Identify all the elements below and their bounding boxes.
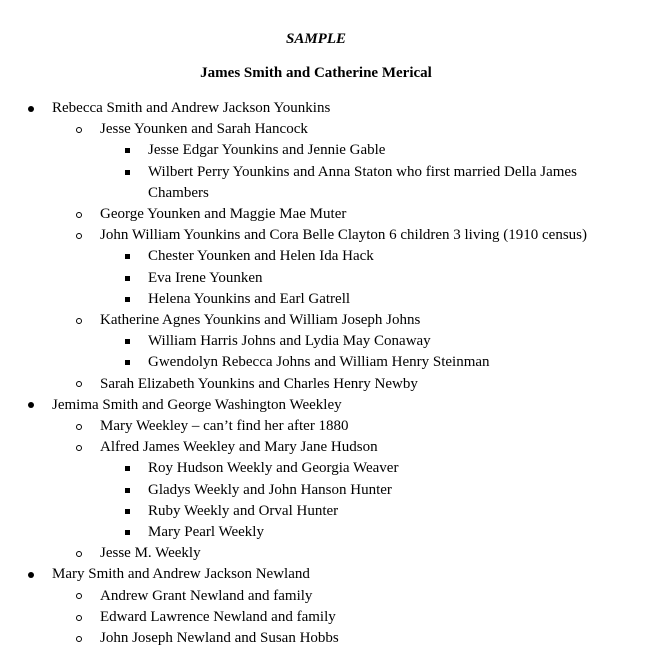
bullet-dot-icon	[28, 98, 34, 119]
children-list	[52, 119, 664, 395]
child-item	[0, 310, 664, 374]
bullet-circle-icon-shape	[76, 127, 82, 133]
family-item	[0, 98, 664, 395]
grandchild-label: Chester Younken and Helen Ida Hack	[148, 248, 374, 265]
bullet-square-icon	[125, 480, 130, 501]
bullet-square-icon	[125, 140, 130, 161]
child-item	[0, 607, 664, 628]
child-item	[0, 416, 664, 437]
grandchild-label: William Harris Johns and Lydia May Conaway	[148, 333, 431, 350]
grandchild-item	[0, 162, 664, 204]
document-title: James Smith and Catherine Merical	[200, 65, 432, 81]
grandchildren-list	[100, 246, 664, 310]
bullet-circle-icon-shape	[76, 212, 82, 218]
children-list	[52, 416, 664, 564]
grandchild-label: Jesse Edgar Younkins and Jennie Gable	[148, 142, 386, 159]
family-tree-list	[0, 98, 664, 649]
family-label: Jemima Smith and George Washington Weekley	[52, 396, 342, 413]
grandchild-label: Roy Hudson Weekly and Georgia Weaver	[148, 460, 399, 477]
bullet-circle-icon-shape	[76, 381, 82, 387]
bullet-square-icon-shape	[125, 488, 130, 493]
grandchild-label: Gladys Weekly and John Hanson Hunter	[148, 481, 392, 498]
bullet-circle-icon	[76, 310, 82, 331]
bullet-circle-icon-shape	[76, 636, 82, 642]
child-label: Edward Lawrence Newland and family	[100, 608, 336, 625]
bullet-square-icon	[125, 501, 130, 522]
bullet-circle-icon-shape	[76, 593, 82, 599]
child-item	[0, 543, 664, 564]
child-item	[0, 374, 664, 395]
child-item	[0, 204, 664, 225]
grandchild-label: Wilbert Perry Younkins and Anna Staton who first married Della James Chambers	[148, 163, 577, 201]
bullet-square-icon	[125, 331, 130, 352]
child-item	[0, 586, 664, 607]
bullet-circle-icon	[76, 204, 82, 225]
grandchildren-list	[100, 458, 664, 543]
grandchild-label: Mary Pearl Weekly	[148, 524, 264, 541]
grandchild-item	[0, 246, 664, 267]
bullet-square-icon-shape	[125, 339, 130, 344]
child-label: George Younken and Maggie Mae Muter	[100, 206, 347, 223]
bullet-square-icon-shape	[125, 148, 130, 153]
bullet-circle-icon	[76, 586, 82, 607]
child-label: Katherine Agnes Younkins and William Joseph Johns	[100, 312, 421, 329]
bullet-circle-icon	[76, 225, 82, 246]
bullet-square-icon-shape	[125, 297, 130, 302]
bullet-square-icon	[125, 458, 130, 479]
bullet-dot-icon-shape	[28, 106, 34, 112]
grandchild-label: Gwendolyn Rebecca Johns and William Henry Steinman	[148, 354, 490, 371]
grandchild-item	[0, 352, 664, 373]
grandchild-item	[0, 331, 664, 352]
bullet-circle-icon-shape	[76, 445, 82, 451]
child-label: Jesse Younken and Sarah Hancock	[100, 121, 308, 138]
bullet-dot-icon	[28, 564, 34, 585]
bullet-circle-icon-shape	[76, 615, 82, 621]
bullet-square-icon	[125, 352, 130, 373]
bullet-circle-icon-shape	[76, 318, 82, 324]
child-label: Sarah Elizabeth Younkins and Charles Henry Newby	[100, 375, 418, 392]
bullet-square-icon	[125, 522, 130, 543]
child-label: Jesse M. Weekly	[100, 545, 201, 562]
family-item	[0, 395, 664, 565]
grandchild-label: Eva Irene Younken	[148, 269, 263, 286]
bullet-square-icon-shape	[125, 254, 130, 259]
bullet-circle-icon	[76, 607, 82, 628]
child-item	[0, 119, 664, 204]
child-label: John William Younkins and Cora Belle Clayton 6 children 3 living (1910 census)	[100, 227, 587, 244]
bullet-square-icon-shape	[125, 466, 130, 471]
children-list	[52, 586, 664, 650]
grandchild-item	[0, 140, 664, 161]
bullet-dot-icon-shape	[28, 402, 34, 408]
child-label: John Joseph Newland and Susan Hobbs	[100, 630, 339, 647]
bullet-square-icon	[125, 246, 130, 267]
bullet-circle-icon-shape	[76, 551, 82, 557]
family-item	[0, 564, 664, 649]
grandchild-item	[0, 501, 664, 522]
grandchildren-list	[100, 331, 664, 373]
grandchild-item	[0, 268, 664, 289]
bullet-square-icon	[125, 268, 130, 289]
grandchildren-list	[100, 140, 664, 204]
child-item	[0, 628, 664, 649]
family-label: Rebecca Smith and Andrew Jackson Younkins	[52, 100, 331, 116]
bullet-square-icon-shape	[125, 530, 130, 535]
bullet-square-icon-shape	[125, 509, 130, 514]
child-label: Mary Weekley – can’t find her after 1880	[100, 418, 349, 435]
bullet-dot-icon	[28, 395, 34, 416]
child-item	[0, 225, 664, 310]
grandchild-item	[0, 480, 664, 501]
bullet-square-icon-shape	[125, 360, 130, 365]
bullet-square-icon-shape	[125, 170, 130, 175]
grandchild-item	[0, 458, 664, 479]
bullet-dot-icon-shape	[28, 572, 34, 578]
bullet-circle-icon	[76, 374, 82, 395]
bullet-square-icon	[125, 162, 130, 183]
bullet-square-icon-shape	[125, 276, 130, 281]
grandchild-item	[0, 522, 664, 543]
bullet-circle-icon-shape	[76, 233, 82, 239]
bullet-circle-icon	[76, 543, 82, 564]
bullet-circle-icon	[76, 416, 82, 437]
child-label: Alfred James Weekley and Mary Jane Hudson	[100, 439, 378, 456]
bullet-circle-icon	[76, 628, 82, 649]
grandchild-label: Helena Younkins and Earl Gatrell	[148, 290, 351, 307]
bullet-circle-icon	[76, 437, 82, 458]
family-label: Mary Smith and Andrew Jackson Newland	[52, 566, 310, 583]
child-label: Andrew Grant Newland and family	[100, 587, 313, 604]
bullet-square-icon	[125, 289, 130, 310]
child-item	[0, 437, 664, 543]
grandchild-label: Ruby Weekly and Orval Hunter	[148, 502, 339, 519]
sample-header: SAMPLE	[285, 31, 346, 47]
grandchild-item	[0, 289, 664, 310]
bullet-circle-icon-shape	[76, 424, 82, 430]
bullet-circle-icon	[76, 119, 82, 140]
